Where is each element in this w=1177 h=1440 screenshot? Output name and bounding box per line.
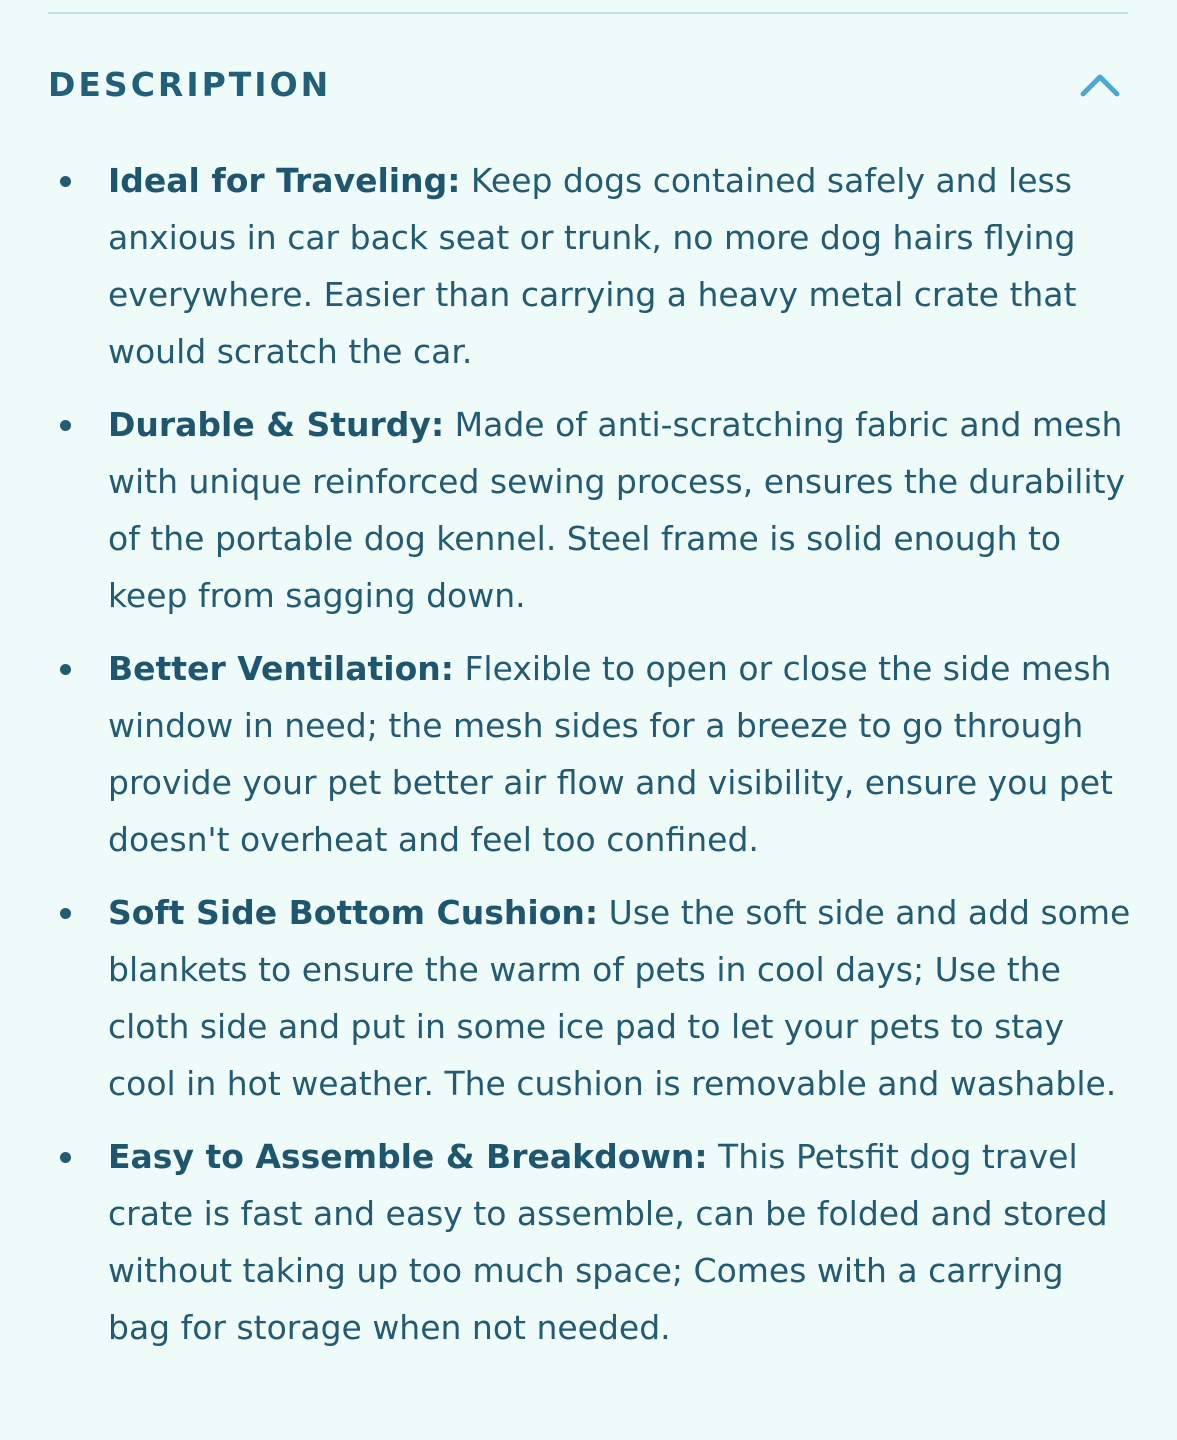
chevron-up-icon[interactable] — [1076, 60, 1124, 108]
item-label: Easy to Assemble & Breakdown: — [108, 1137, 708, 1176]
bullet-icon — [60, 420, 71, 431]
item-text: Keep dogs contained safely and less anxious in car back seat or trunk, no more dog hairs flying everywhere. Easier than carrying a heavy metal crate that would scratch the car. — [108, 161, 1077, 371]
bullet-icon — [60, 176, 71, 187]
bullet-icon — [60, 1152, 71, 1163]
item-label: Soft Side Bottom Cushion: — [108, 893, 599, 932]
item-text: Made of anti-scratching fabric and mesh with unique reinforced sewing process, ensures the durability of the portable dog kennel. Steel frame is solid enough to keep from sagging down. — [108, 405, 1126, 615]
item-text: This Petsfit dog travel crate is fast and easy to assemble, can be folded and stored without taking up too much space; Comes with a carrying bag for storage when not needed. — [108, 1137, 1108, 1347]
list-item — [48, 152, 1133, 380]
bullet-icon — [60, 664, 71, 675]
list-item — [48, 396, 1133, 624]
item-label: Better Ventilation: — [108, 649, 454, 688]
list-item — [48, 884, 1133, 1112]
item-text: Use the soft side and add some blankets to ensure the warm of pets in cool days; Use the cloth side and put in some ice pad to let your pets to stay cool in hot weather. The cushion is removable and washable. — [108, 893, 1131, 1103]
section-title: DESCRIPTION — [48, 64, 332, 104]
item-label: Durable & Sturdy: — [108, 405, 445, 444]
item-text: Flexible to open or close the side mesh window in need; the mesh sides for a breeze to go through provide your pet better air flow and visibility, ensure you pet doesn't overheat and feel too confined. — [108, 649, 1113, 859]
bullet-icon — [60, 908, 71, 919]
list-item — [48, 640, 1133, 868]
description-header[interactable] — [48, 56, 1128, 112]
list-item — [48, 1128, 1133, 1356]
item-label: Ideal for Traveling: — [108, 161, 461, 200]
description-list — [48, 152, 1133, 1372]
section-divider — [48, 12, 1128, 14]
